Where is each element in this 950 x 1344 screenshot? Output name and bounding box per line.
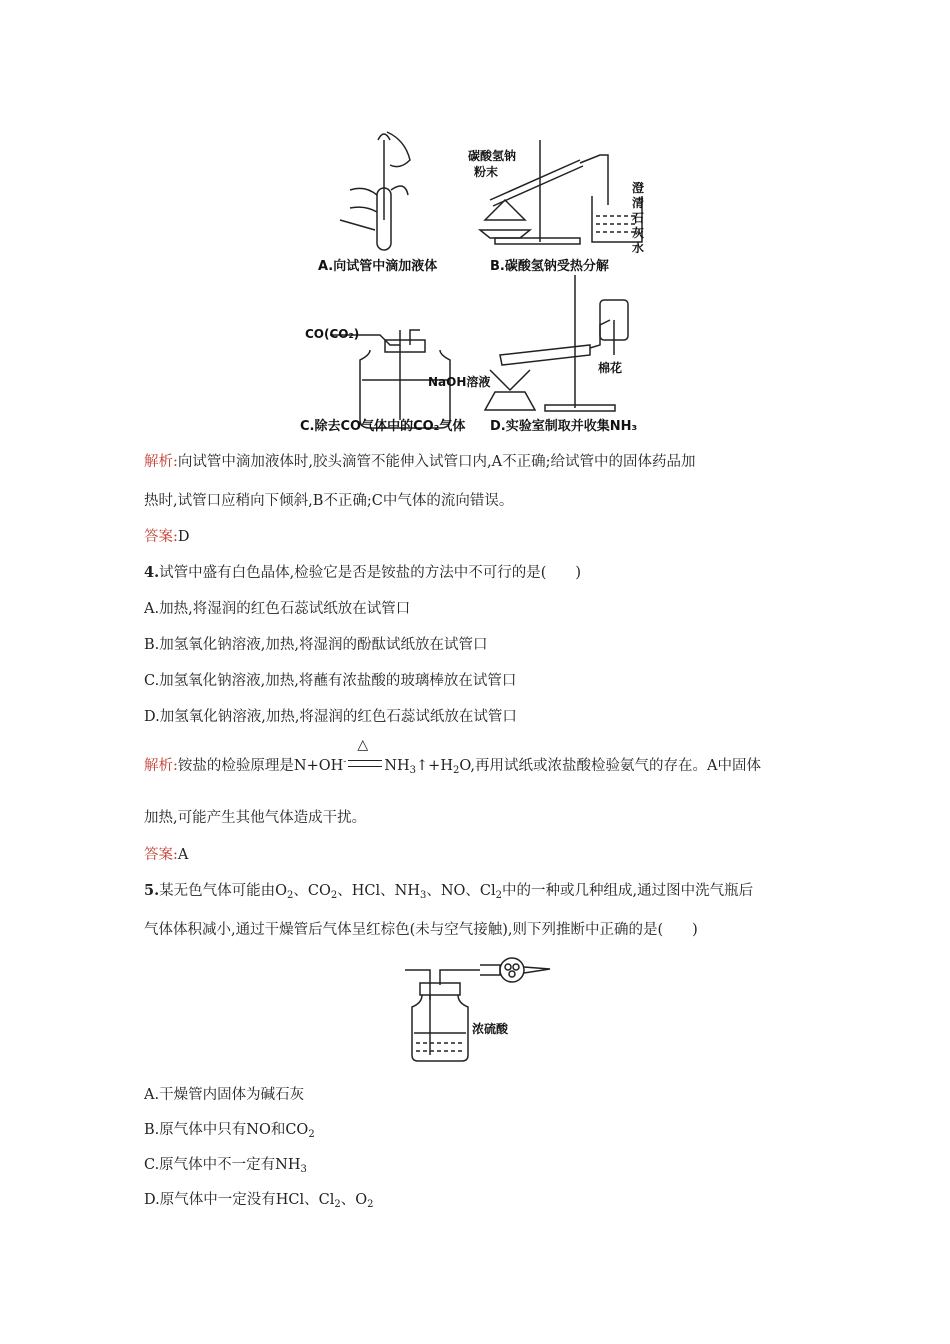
q4-option-d: D.加氢氧化钠溶液,加热,将湿润的红色石蕊试纸放在试管口 (144, 709, 517, 725)
q3-analysis-text-2: 热时,试管口应稍向下倾斜,B不正确;C中气体的流向错误。 (144, 493, 514, 509)
q5-option-b-text: B.原气体中只有NO和CO (144, 1122, 309, 1138)
wash-bottle-figure-q5 (400, 955, 560, 1070)
q4-number: 4. (144, 564, 160, 581)
q4-analysis-h-sub: 2 (452, 764, 460, 776)
q4-answer: A (177, 847, 189, 863)
q5-option-d (144, 1190, 373, 1215)
q5-stem-2: 气体体积减小,通过干燥管后气体呈红棕色(未与空气接触),则下列推断中正确的是( ) (144, 922, 698, 938)
q4-stem (144, 563, 581, 583)
q5-stem-a: 某无色气体可能由O (159, 883, 288, 899)
delta-icon: △ (357, 737, 369, 753)
q5-sub-cl2: 2 (495, 890, 503, 901)
q5-option-d-sub-o: 2 (367, 1199, 374, 1210)
q4-answer-label: 答案: (144, 847, 178, 863)
q4-option-c: C.加氢氧化钠溶液,加热,将蘸有浓盐酸的玻璃棒放在试管口 (144, 673, 517, 689)
q5-stem-b: 、CO (293, 883, 331, 899)
ammonia-apparatus-drawing (485, 275, 628, 411)
caption-d: D.实验室制取并收集NH₃ (490, 419, 638, 434)
q5-number: 5. (144, 882, 160, 899)
q5-sub-nh3: 3 (419, 890, 427, 901)
q4-analysis-label: 解析: (144, 757, 178, 774)
q4-analysis-mid: ↑+H (416, 757, 453, 774)
q5-option-c-text: C.原气体中不一定有NH (144, 1157, 301, 1173)
q4-analysis-nh-sub: 3 (409, 764, 417, 776)
label-limewater-3: 石 (632, 211, 645, 225)
q4-option-a: A.加热,将湿润的红色石蕊试纸放在试管口 (144, 601, 411, 617)
label-conc-sulfuric-acid: 浓硫酸 (472, 1022, 509, 1036)
dropper-testtube-drawing (340, 132, 410, 250)
q4-option-b: B.加氢氧化钠溶液,加热,将湿润的酚酞试纸放在试管口 (144, 637, 488, 653)
wash-bottle-svg (400, 955, 560, 1070)
label-limewater-1: 澄 (632, 181, 645, 195)
label-limewater-2: 清 (632, 196, 645, 210)
q5-option-d-sub-cl: 2 (334, 1199, 341, 1210)
caption-b: B.碳酸氢钠受热分解 (490, 259, 609, 274)
label-limewater-4: 灰 (632, 226, 645, 240)
q5-option-c-sub: 3 (300, 1164, 307, 1175)
q4-analysis-pre: 铵盐的检验原理是N+OH (177, 757, 344, 774)
q5-stem-c: 、HCl、NH (337, 883, 420, 899)
label-powder-1: 碳酸氢钠 (468, 149, 517, 163)
q4-stem-text: 试管中盛有白色晶体,检验它是否是铵盐的方法中不可行的是( ) (159, 565, 582, 581)
caption-a: A.向试管中滴加液体 (318, 259, 438, 274)
q5-sub-o2: 2 (287, 890, 294, 901)
q5-option-b-sub: 2 (308, 1129, 315, 1140)
heating-equals-sign (346, 737, 384, 772)
q3-answer-label: 答案: (144, 529, 178, 545)
q5-option-d-mid: 、O (340, 1192, 368, 1208)
q4-analysis-sup: - (343, 757, 347, 767)
q3-answer: D (177, 529, 190, 545)
label-inlet: CO(CO₂) (305, 327, 360, 341)
q3-analysis-text-1: 向试管中滴加液体时,胶头滴管不能伸入试管口内,A不正确;给试管中的固体药品加 (177, 454, 696, 470)
q4-analysis-text-2: 加热,可能产生其他气体造成干扰。 (144, 810, 367, 826)
label-naoh: NaOH溶液 (428, 375, 491, 389)
q3-analysis-line-1 (144, 452, 695, 472)
label-powder-2: 粉末 (474, 165, 499, 179)
q4-analysis-line-1 (144, 737, 761, 781)
q5-option-d-text: D.原气体中一定没有HCl、Cl (144, 1192, 335, 1208)
q5-stem-d: 、NO、Cl (426, 883, 496, 899)
q4-analysis-line-2 (144, 808, 366, 828)
q5-option-c (144, 1155, 307, 1180)
apparatus-svg (290, 120, 670, 440)
q4-analysis-nh: NH (384, 757, 410, 774)
q4-analysis-post: O,再用试纸或浓盐酸检验氨气的存在。A中固体 (459, 757, 761, 774)
q4-answer-line (144, 845, 188, 865)
q5-stem-line-1 (144, 881, 753, 906)
q5-sub-co2: 2 (330, 890, 338, 901)
double-line-icon (348, 760, 382, 767)
q5-stem-line-2 (144, 920, 698, 940)
q5-option-b (144, 1120, 315, 1145)
label-limewater-5: 水 (632, 241, 645, 255)
experiment-figure-q3 (290, 120, 670, 440)
q5-option-a: A.干燥管内固体为碱石灰 (144, 1087, 305, 1103)
caption-c: C.除去CO气体中的CO₂气体 (300, 419, 466, 434)
q3-analysis-label: 解析: (144, 454, 178, 470)
q3-answer-line (144, 527, 190, 547)
label-cotton: 棉花 (598, 361, 623, 375)
q5-stem-e: 中的一种或几种组成,通过图中洗气瓶后 (502, 883, 754, 899)
q3-analysis-line-2 (144, 491, 513, 511)
